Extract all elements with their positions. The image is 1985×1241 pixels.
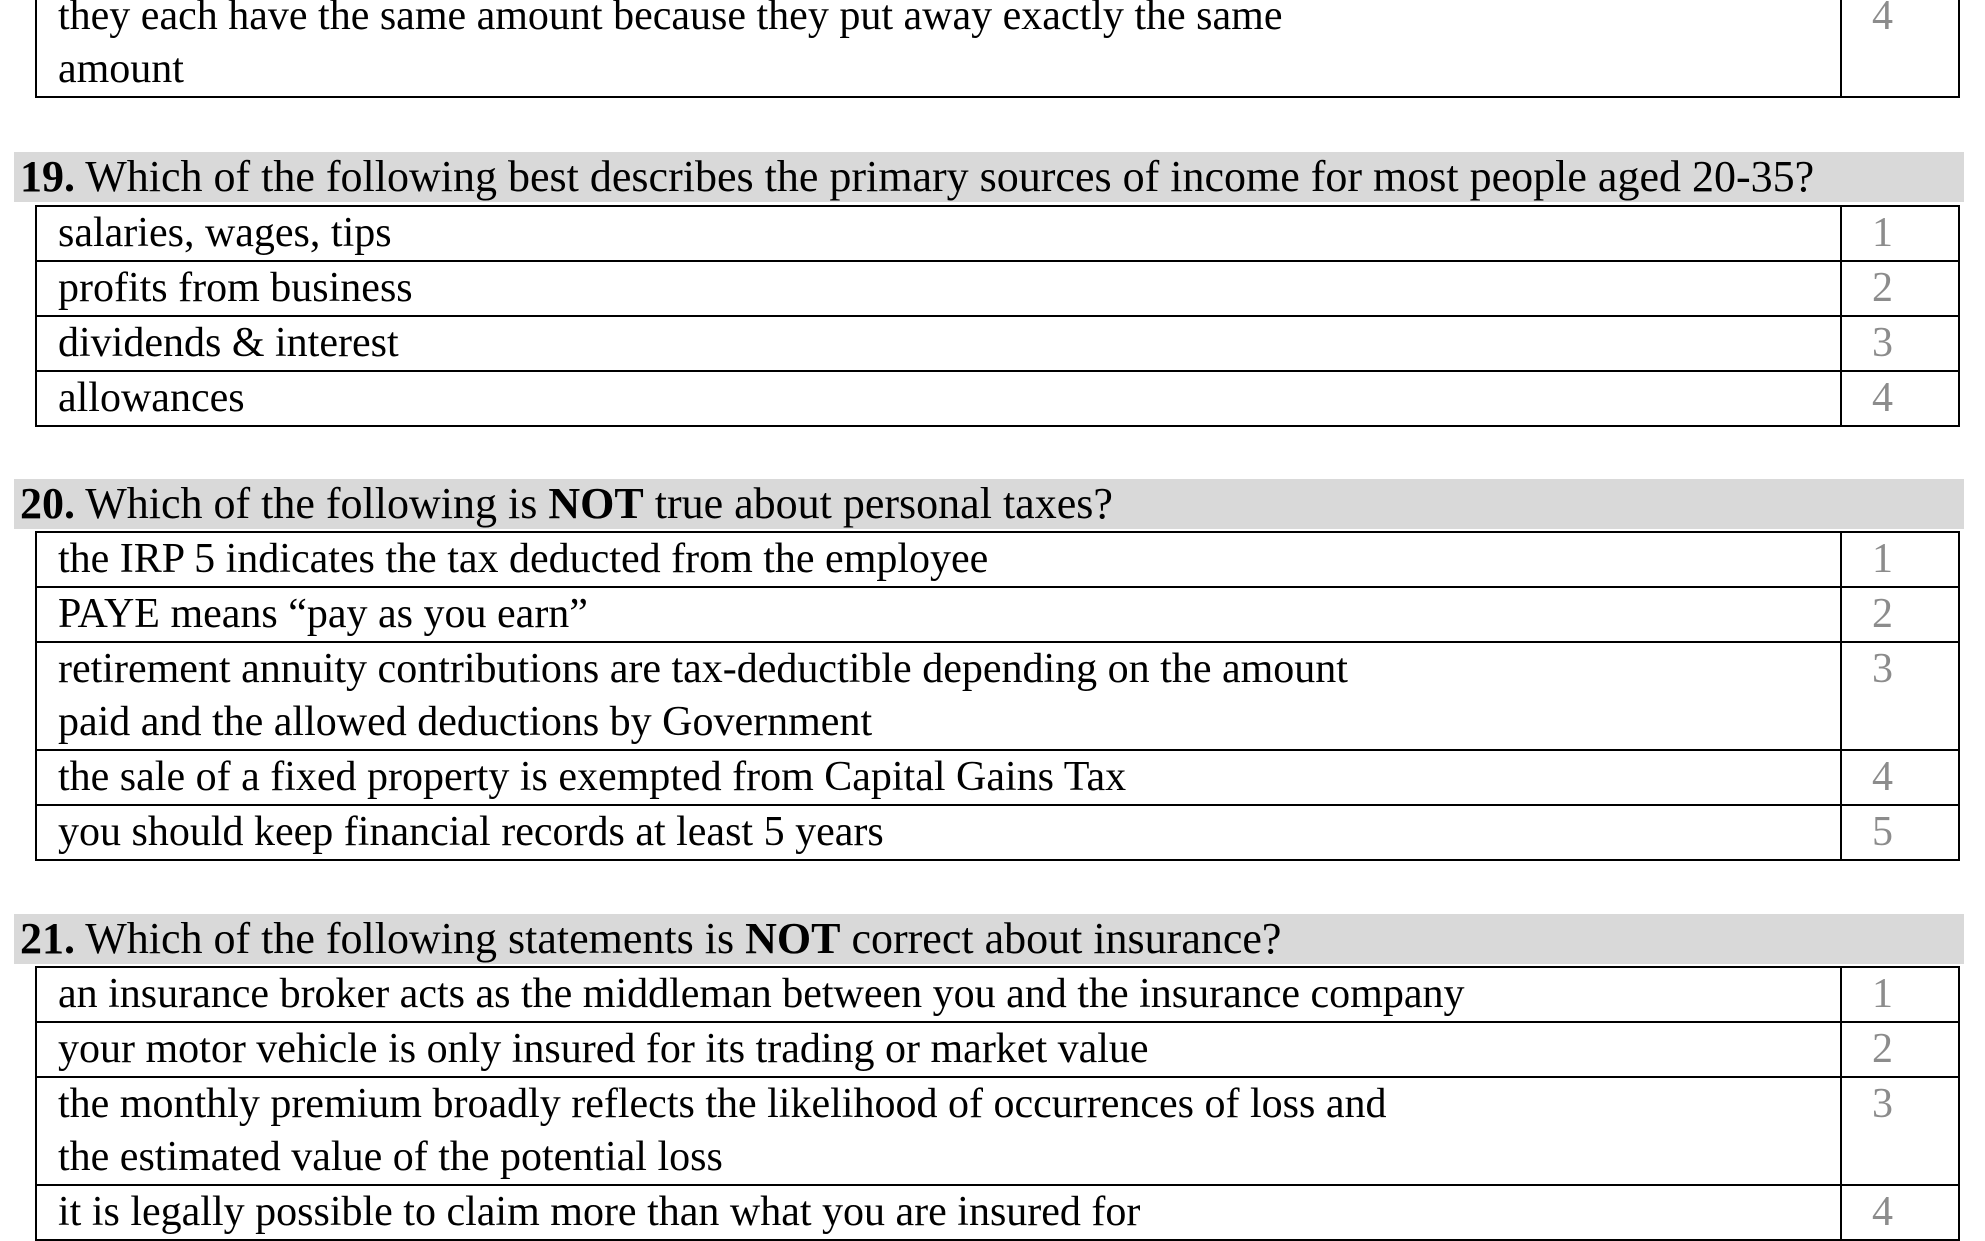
question-number: 20. xyxy=(20,479,75,528)
option-text: the sale of a fixed property is exempted from Capital Gains Tax xyxy=(36,750,1841,805)
table-row[interactable] xyxy=(36,587,1959,642)
table-row[interactable] xyxy=(36,805,1959,860)
option-number: 1 xyxy=(1841,206,1959,261)
option-text: it is legally possible to claim more than what you are insured for xyxy=(36,1185,1841,1240)
table-row[interactable] xyxy=(36,0,1959,97)
question-text-after: correct about insurance? xyxy=(840,914,1282,963)
option-number: 4 xyxy=(1841,1185,1959,1240)
option-number: 1 xyxy=(1841,532,1959,587)
option-number: 3 xyxy=(1841,1077,1959,1185)
option-text: salaries, wages, tips xyxy=(36,206,1841,261)
table-row[interactable] xyxy=(36,206,1959,261)
option-text: the IRP 5 indicates the tax deducted from the employee xyxy=(36,532,1841,587)
option-number: 2 xyxy=(1841,261,1959,316)
option-number: 4 xyxy=(1841,371,1959,426)
question-21-heading xyxy=(14,914,1964,964)
question-text: Which of the following best describes the primary sources of income for most people aged 20-35? xyxy=(85,152,1815,201)
option-number: 4 xyxy=(1841,0,1959,97)
option-text: allowances xyxy=(36,371,1841,426)
table-row[interactable] xyxy=(36,316,1959,371)
option-text: dividends & interest xyxy=(36,316,1841,371)
option-text xyxy=(36,642,1841,750)
question-19-heading xyxy=(14,152,1964,202)
table-row[interactable] xyxy=(36,1077,1959,1185)
option-text-line: amount xyxy=(58,46,184,92)
question-number: 19. xyxy=(20,152,75,201)
table-row[interactable] xyxy=(36,1185,1959,1240)
option-text xyxy=(36,1077,1841,1185)
option-text: profits from business xyxy=(36,261,1841,316)
question-text-before: Which of the following statements is xyxy=(85,914,746,963)
option-number: 2 xyxy=(1841,587,1959,642)
option-text: your motor vehicle is only insured for its trading or market value xyxy=(36,1022,1841,1077)
q19-options-table xyxy=(35,205,1960,427)
option-text: an insurance broker acts as the middleman between you and the insurance company xyxy=(36,967,1841,1022)
table-row[interactable] xyxy=(36,371,1959,426)
table-row[interactable] xyxy=(36,532,1959,587)
q18-options-table xyxy=(35,0,1960,98)
option-text: you should keep financial records at least 5 years xyxy=(36,805,1841,860)
option-text-line: the monthly premium broadly reflects the likelihood of occurrences of loss and xyxy=(58,1081,1387,1127)
table-row[interactable] xyxy=(36,642,1959,750)
question-text-before: Which of the following is xyxy=(85,479,549,528)
question-text-after: true about personal taxes? xyxy=(643,479,1113,528)
table-row[interactable] xyxy=(36,750,1959,805)
q21-options-table xyxy=(35,966,1960,1241)
question-number: 21. xyxy=(20,914,75,963)
option-text xyxy=(36,0,1841,97)
option-number: 3 xyxy=(1841,642,1959,750)
option-text: PAYE means “pay as you earn” xyxy=(36,587,1841,642)
option-number: 2 xyxy=(1841,1022,1959,1077)
question-emphasis: NOT xyxy=(745,914,841,963)
q20-options-table xyxy=(35,531,1960,861)
option-text-line: the estimated value of the potential loss xyxy=(58,1134,723,1180)
table-row[interactable] xyxy=(36,261,1959,316)
option-text-line: retirement annuity contributions are tax-deductible depending on the amount xyxy=(58,646,1348,692)
option-number: 3 xyxy=(1841,316,1959,371)
table-row[interactable] xyxy=(36,1022,1959,1077)
table-row[interactable] xyxy=(36,967,1959,1022)
option-text-line: paid and the allowed deductions by Government xyxy=(58,699,873,745)
option-number: 5 xyxy=(1841,805,1959,860)
question-20-heading xyxy=(14,479,1964,529)
option-text-line: they each have the same amount because they put away exactly the same xyxy=(58,0,1283,39)
option-number: 4 xyxy=(1841,750,1959,805)
question-emphasis: NOT xyxy=(548,479,644,528)
option-number: 1 xyxy=(1841,967,1959,1022)
